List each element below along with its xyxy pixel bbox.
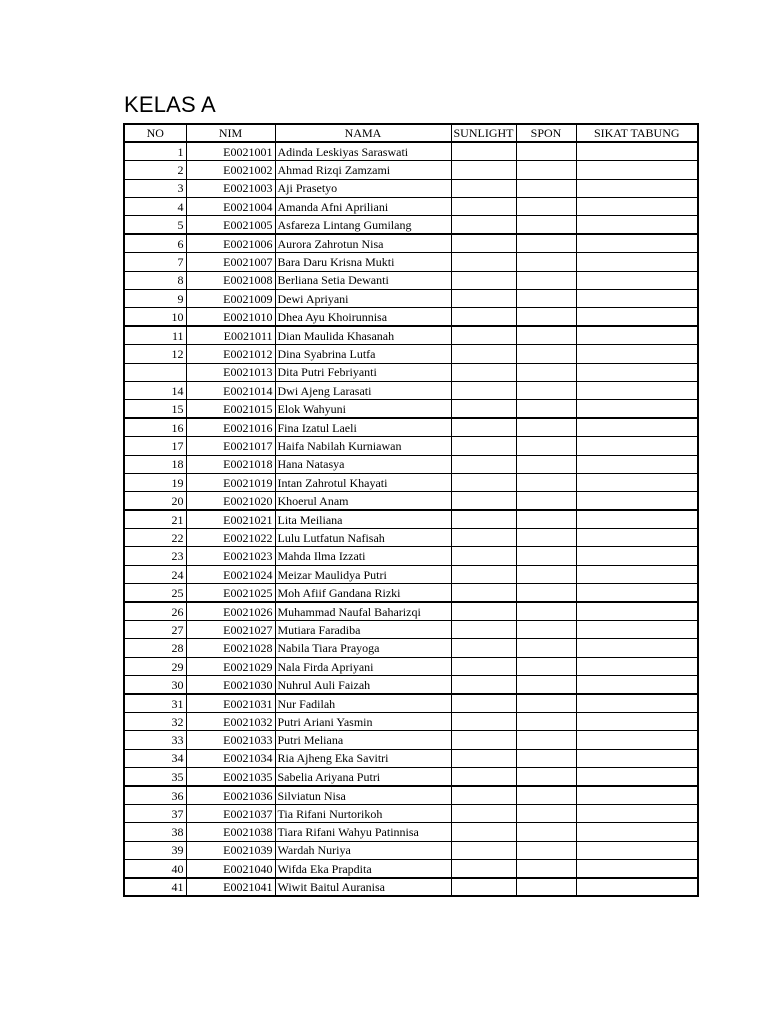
table-row <box>124 841 698 859</box>
cell-sunlight <box>451 657 516 675</box>
cell-sikat-tabung <box>576 694 698 712</box>
cell-nim: E0021041 <box>186 878 275 896</box>
cell-nama: Lulu Lutfatun Nafisah <box>275 529 451 547</box>
cell-nim: E0021026 <box>186 602 275 620</box>
cell-sunlight <box>451 381 516 399</box>
cell-spon <box>516 602 576 620</box>
cell-sunlight <box>451 253 516 271</box>
cell-sikat-tabung <box>576 510 698 528</box>
cell-no: 9 <box>124 290 186 308</box>
cell-spon <box>516 455 576 473</box>
cell-nim: E0021020 <box>186 492 275 510</box>
cell-nim: E0021010 <box>186 308 275 326</box>
cell-sikat-tabung <box>576 823 698 841</box>
cell-sikat-tabung <box>576 326 698 344</box>
cell-sunlight <box>451 271 516 289</box>
cell-sikat-tabung <box>576 418 698 436</box>
table-row <box>124 179 698 197</box>
cell-nama: Nuhrul Auli Faizah <box>275 676 451 694</box>
cell-nama: Ria Ajheng Eka Savitri <box>275 749 451 767</box>
cell-nama: Ahmad Rizqi Zamzami <box>275 161 451 179</box>
cell-nim: E0021018 <box>186 455 275 473</box>
cell-no: 29 <box>124 657 186 675</box>
cell-sikat-tabung <box>576 198 698 216</box>
cell-nama: Berliana Setia Dewanti <box>275 271 451 289</box>
cell-spon <box>516 290 576 308</box>
cell-sunlight <box>451 841 516 859</box>
cell-nim: E0021027 <box>186 621 275 639</box>
cell-nama: Muhammad Naufal Baharizqi <box>275 602 451 620</box>
table-row <box>124 142 698 160</box>
header-sunlight: SUNLIGHT <box>451 124 516 142</box>
table-row <box>124 271 698 289</box>
cell-nim: E0021032 <box>186 713 275 731</box>
table-row <box>124 657 698 675</box>
cell-nim: E0021039 <box>186 841 275 859</box>
cell-nama: Silviatun Nisa <box>275 786 451 804</box>
cell-sunlight <box>451 400 516 418</box>
table-row <box>124 455 698 473</box>
cell-sikat-tabung <box>576 290 698 308</box>
cell-nim: E0021008 <box>186 271 275 289</box>
table-row <box>124 823 698 841</box>
cell-spon <box>516 713 576 731</box>
cell-no: 21 <box>124 510 186 528</box>
cell-sikat-tabung <box>576 142 698 160</box>
cell-no: 41 <box>124 878 186 896</box>
header-no: NO <box>124 124 186 142</box>
cell-sikat-tabung <box>576 529 698 547</box>
cell-sikat-tabung <box>576 749 698 767</box>
table-row <box>124 547 698 565</box>
cell-sikat-tabung <box>576 713 698 731</box>
cell-sunlight <box>451 198 516 216</box>
cell-spon <box>516 694 576 712</box>
cell-sunlight <box>451 473 516 491</box>
cell-sunlight <box>451 345 516 363</box>
table-row <box>124 216 698 234</box>
cell-nama: Tia Rifani Nurtorikoh <box>275 804 451 822</box>
cell-nama: Hana Natasya <box>275 455 451 473</box>
cell-nama: Dwi Ajeng Larasati <box>275 381 451 399</box>
cell-spon <box>516 473 576 491</box>
table-header <box>124 124 698 142</box>
table-row <box>124 381 698 399</box>
cell-nim: E0021016 <box>186 418 275 436</box>
cell-sikat-tabung <box>576 602 698 620</box>
cell-sikat-tabung <box>576 345 698 363</box>
cell-spon <box>516 749 576 767</box>
table-row <box>124 565 698 583</box>
header-spon: SPON <box>516 124 576 142</box>
cell-nama: Nur Fadilah <box>275 694 451 712</box>
cell-nim: E0021035 <box>186 768 275 786</box>
cell-sunlight <box>451 437 516 455</box>
cell-nama: Adinda Leskiyas Saraswati <box>275 142 451 160</box>
cell-nim: E0021028 <box>186 639 275 657</box>
cell-spon <box>516 345 576 363</box>
header-nama: NAMA <box>275 124 451 142</box>
cell-nama: Elok Wahyuni <box>275 400 451 418</box>
table-row <box>124 437 698 455</box>
cell-sikat-tabung <box>576 786 698 804</box>
table-row <box>124 363 698 381</box>
cell-sunlight <box>451 510 516 528</box>
cell-sunlight <box>451 878 516 896</box>
cell-nama: Asfareza Lintang Gumilang <box>275 216 451 234</box>
cell-nim: E0021013 <box>186 363 275 381</box>
cell-no: 5 <box>124 216 186 234</box>
cell-nim: E0021006 <box>186 234 275 252</box>
cell-no: 2 <box>124 161 186 179</box>
table-row <box>124 308 698 326</box>
cell-sunlight <box>451 363 516 381</box>
cell-sikat-tabung <box>576 621 698 639</box>
cell-sunlight <box>451 823 516 841</box>
cell-spon <box>516 878 576 896</box>
cell-nama: Nala Firda Apriyani <box>275 657 451 675</box>
cell-nama: Bara Daru Krisna Mukti <box>275 253 451 271</box>
cell-sikat-tabung <box>576 179 698 197</box>
cell-nim: E0021004 <box>186 198 275 216</box>
cell-nim: E0021033 <box>186 731 275 749</box>
cell-nama: Tiara Rifani Wahyu Patinnisa <box>275 823 451 841</box>
table-row <box>124 492 698 510</box>
cell-nama: Wiwit Baitul Auranisa <box>275 878 451 896</box>
header-nim: NIM <box>186 124 275 142</box>
cell-sunlight <box>451 713 516 731</box>
cell-sunlight <box>451 529 516 547</box>
cell-sunlight <box>451 290 516 308</box>
cell-nama: Khoerul Anam <box>275 492 451 510</box>
cell-sunlight <box>451 326 516 344</box>
table-row <box>124 234 698 252</box>
cell-spon <box>516 253 576 271</box>
cell-nim: E0021038 <box>186 823 275 841</box>
cell-nim: E0021009 <box>186 290 275 308</box>
cell-nim: E0021034 <box>186 749 275 767</box>
cell-no: 39 <box>124 841 186 859</box>
cell-no: 4 <box>124 198 186 216</box>
cell-nim: E0021037 <box>186 804 275 822</box>
cell-spon <box>516 381 576 399</box>
table-body <box>124 142 698 896</box>
table-row <box>124 198 698 216</box>
cell-nim: E0021021 <box>186 510 275 528</box>
cell-nama: Aurora Zahrotun Nisa <box>275 234 451 252</box>
cell-sikat-tabung <box>576 271 698 289</box>
cell-no: 20 <box>124 492 186 510</box>
cell-sunlight <box>451 804 516 822</box>
cell-spon <box>516 161 576 179</box>
cell-no: 36 <box>124 786 186 804</box>
cell-nama: Intan Zahrotul Khayati <box>275 473 451 491</box>
cell-spon <box>516 492 576 510</box>
cell-sunlight <box>451 308 516 326</box>
cell-no: 31 <box>124 694 186 712</box>
table-row <box>124 253 698 271</box>
cell-sunlight <box>451 234 516 252</box>
cell-nim: E0021015 <box>186 400 275 418</box>
cell-nama: Dita Putri Febriyanti <box>275 363 451 381</box>
cell-no: 16 <box>124 418 186 436</box>
table-row <box>124 290 698 308</box>
cell-sikat-tabung <box>576 363 698 381</box>
cell-sikat-tabung <box>576 860 698 878</box>
cell-nama: Meizar Maulidya Putri <box>275 565 451 583</box>
cell-nim: E0021019 <box>186 473 275 491</box>
cell-spon <box>516 308 576 326</box>
cell-nama: Putri Meliana <box>275 731 451 749</box>
cell-sikat-tabung <box>576 473 698 491</box>
cell-sunlight <box>451 749 516 767</box>
cell-no: 6 <box>124 234 186 252</box>
cell-nim: E0021029 <box>186 657 275 675</box>
cell-sunlight <box>451 492 516 510</box>
cell-no: 28 <box>124 639 186 657</box>
table-row <box>124 676 698 694</box>
cell-nama: Dewi Apriyani <box>275 290 451 308</box>
table-row <box>124 768 698 786</box>
cell-nama: Fina Izatul Laeli <box>275 418 451 436</box>
cell-no: 15 <box>124 400 186 418</box>
cell-nim: E0021014 <box>186 381 275 399</box>
cell-no: 34 <box>124 749 186 767</box>
cell-sunlight <box>451 731 516 749</box>
cell-spon <box>516 768 576 786</box>
cell-sikat-tabung <box>576 657 698 675</box>
cell-sunlight <box>451 860 516 878</box>
cell-sunlight <box>451 418 516 436</box>
cell-sunlight <box>451 455 516 473</box>
table-row <box>124 602 698 620</box>
cell-nama: Amanda Afni Apriliani <box>275 198 451 216</box>
cell-spon <box>516 676 576 694</box>
cell-nim: E0021012 <box>186 345 275 363</box>
cell-nama: Dhea Ayu Khoirunnisa <box>275 308 451 326</box>
cell-spon <box>516 860 576 878</box>
cell-sikat-tabung <box>576 234 698 252</box>
cell-spon <box>516 234 576 252</box>
cell-spon <box>516 657 576 675</box>
cell-sikat-tabung <box>576 253 698 271</box>
cell-sunlight <box>451 547 516 565</box>
cell-sunlight <box>451 694 516 712</box>
cell-sunlight <box>451 216 516 234</box>
cell-no: 37 <box>124 804 186 822</box>
cell-sunlight <box>451 142 516 160</box>
cell-spon <box>516 179 576 197</box>
table-row <box>124 510 698 528</box>
cell-sikat-tabung <box>576 216 698 234</box>
cell-spon <box>516 363 576 381</box>
cell-nim: E0021022 <box>186 529 275 547</box>
cell-no: 30 <box>124 676 186 694</box>
cell-sikat-tabung <box>576 381 698 399</box>
cell-no: 33 <box>124 731 186 749</box>
cell-nama: Haifa Nabilah Kurniawan <box>275 437 451 455</box>
table-row <box>124 161 698 179</box>
cell-no: 40 <box>124 860 186 878</box>
cell-nim: E0021025 <box>186 584 275 602</box>
cell-sikat-tabung <box>576 841 698 859</box>
cell-spon <box>516 823 576 841</box>
cell-sikat-tabung <box>576 547 698 565</box>
cell-no: 32 <box>124 713 186 731</box>
cell-nim: E0021011 <box>186 326 275 344</box>
cell-nama: Dian Maulida Khasanah <box>275 326 451 344</box>
cell-no: 8 <box>124 271 186 289</box>
cell-sikat-tabung <box>576 492 698 510</box>
cell-nim: E0021003 <box>186 179 275 197</box>
cell-no: 19 <box>124 473 186 491</box>
cell-nim: E0021017 <box>186 437 275 455</box>
table-row <box>124 786 698 804</box>
table-row <box>124 345 698 363</box>
table-row <box>124 584 698 602</box>
cell-no <box>124 363 186 381</box>
cell-sunlight <box>451 786 516 804</box>
cell-nama: Wardah Nuriya <box>275 841 451 859</box>
cell-spon <box>516 565 576 583</box>
cell-no: 25 <box>124 584 186 602</box>
cell-nim: E0021005 <box>186 216 275 234</box>
cell-sunlight <box>451 584 516 602</box>
student-table <box>123 123 699 897</box>
table-row <box>124 694 698 712</box>
cell-spon <box>516 271 576 289</box>
cell-no: 26 <box>124 602 186 620</box>
cell-spon <box>516 547 576 565</box>
cell-sikat-tabung <box>576 731 698 749</box>
cell-nama: Wifda Eka Prapdita <box>275 860 451 878</box>
cell-no: 27 <box>124 621 186 639</box>
cell-sikat-tabung <box>576 676 698 694</box>
table-row <box>124 326 698 344</box>
cell-sunlight <box>451 621 516 639</box>
table-row <box>124 713 698 731</box>
cell-spon <box>516 198 576 216</box>
cell-sunlight <box>451 602 516 620</box>
cell-sikat-tabung <box>576 308 698 326</box>
cell-nama: Sabelia Ariyana Putri <box>275 768 451 786</box>
cell-no: 12 <box>124 345 186 363</box>
cell-sikat-tabung <box>576 437 698 455</box>
cell-no: 14 <box>124 381 186 399</box>
cell-nama: Mahda Ilma Izzati <box>275 547 451 565</box>
cell-sikat-tabung <box>576 455 698 473</box>
table-row <box>124 749 698 767</box>
cell-no: 10 <box>124 308 186 326</box>
cell-sikat-tabung <box>576 639 698 657</box>
cell-sunlight <box>451 161 516 179</box>
cell-no: 3 <box>124 179 186 197</box>
cell-nim: E0021040 <box>186 860 275 878</box>
page-title: KELAS A <box>124 92 216 117</box>
cell-no: 35 <box>124 768 186 786</box>
cell-sikat-tabung <box>576 768 698 786</box>
cell-spon <box>516 529 576 547</box>
cell-spon <box>516 216 576 234</box>
cell-sikat-tabung <box>576 565 698 583</box>
cell-no: 24 <box>124 565 186 583</box>
cell-no: 1 <box>124 142 186 160</box>
cell-nim: E0021023 <box>186 547 275 565</box>
table-row <box>124 878 698 896</box>
table-row <box>124 529 698 547</box>
cell-nim: E0021002 <box>186 161 275 179</box>
cell-nama: Dina Syabrina Lutfa <box>275 345 451 363</box>
cell-spon <box>516 804 576 822</box>
cell-no: 17 <box>124 437 186 455</box>
header-row <box>124 124 698 142</box>
cell-sunlight <box>451 179 516 197</box>
cell-nim: E0021001 <box>186 142 275 160</box>
cell-nama: Putri Ariani Yasmin <box>275 713 451 731</box>
header-sikat-tabung: SIKAT TABUNG <box>576 124 698 142</box>
cell-nim: E0021030 <box>186 676 275 694</box>
cell-sunlight <box>451 565 516 583</box>
cell-spon <box>516 418 576 436</box>
cell-spon <box>516 510 576 528</box>
cell-no: 7 <box>124 253 186 271</box>
cell-sikat-tabung <box>576 878 698 896</box>
cell-nama: Nabila Tiara Prayoga <box>275 639 451 657</box>
table-row <box>124 731 698 749</box>
cell-nim: E0021024 <box>186 565 275 583</box>
cell-spon <box>516 731 576 749</box>
cell-spon <box>516 841 576 859</box>
table-row <box>124 804 698 822</box>
cell-nama: Mutiara Faradiba <box>275 621 451 639</box>
cell-nama: Aji Prasetyo <box>275 179 451 197</box>
table-row <box>124 860 698 878</box>
cell-nama: Lita Meiliana <box>275 510 451 528</box>
cell-sunlight <box>451 676 516 694</box>
cell-nim: E0021036 <box>186 786 275 804</box>
cell-no: 38 <box>124 823 186 841</box>
cell-nim: E0021007 <box>186 253 275 271</box>
cell-spon <box>516 400 576 418</box>
cell-sikat-tabung <box>576 400 698 418</box>
cell-spon <box>516 621 576 639</box>
cell-sunlight <box>451 768 516 786</box>
table-row <box>124 621 698 639</box>
cell-no: 23 <box>124 547 186 565</box>
table-row <box>124 639 698 657</box>
cell-spon <box>516 326 576 344</box>
table-row <box>124 418 698 436</box>
table-row <box>124 400 698 418</box>
cell-sikat-tabung <box>576 161 698 179</box>
cell-no: 22 <box>124 529 186 547</box>
cell-spon <box>516 639 576 657</box>
cell-sikat-tabung <box>576 804 698 822</box>
cell-sikat-tabung <box>576 584 698 602</box>
cell-spon <box>516 584 576 602</box>
cell-no: 18 <box>124 455 186 473</box>
cell-sunlight <box>451 639 516 657</box>
cell-no: 11 <box>124 326 186 344</box>
table-row <box>124 473 698 491</box>
cell-nama: Moh Afiif Gandana Rizki <box>275 584 451 602</box>
cell-nim: E0021031 <box>186 694 275 712</box>
cell-spon <box>516 786 576 804</box>
cell-spon <box>516 142 576 160</box>
cell-spon <box>516 437 576 455</box>
